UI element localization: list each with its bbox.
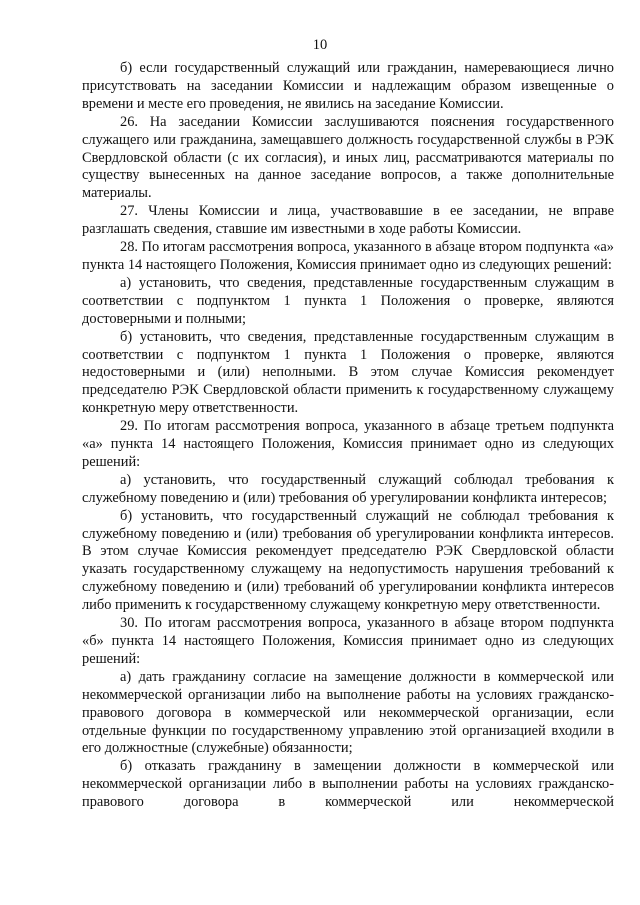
paragraph-clause-b-absence: б) если государственный служащий или гражданин, намеревающиеся лично присутствовать на заседании Комиссии и надлежащим образом извещенные о времени и месте его проведения, не явились на заседание Комиссии.	[82, 60, 614, 112]
page-number: 10	[312, 37, 328, 53]
paragraph-28-b: б) установить, что сведения, представленные государственным служащим в соответствии с подпунктом 1 пункта 1 Положения о проверке, являются недостоверными и (или) неполными. В этом случае Комиссия рекомендует председателю РЭК Свердловской области применить к государственному служащему конкретную меру ответственности.	[82, 328, 614, 417]
paragraph-28: 28. По итогам рассмотрения вопроса, указанного в абзаце втором подпункта «а» пункта 14 настоящего Положения, Комиссия принимает одно из следующих решений:	[82, 239, 614, 273]
paragraph-26: 26. На заседании Комиссии заслушиваются пояснения государственного служащего или гражданина, замещавшего должность государственной службы в РЭК Свердловской области (с их согласия), и иных лиц, рассматриваются материалы по существу вынесенных на данное заседание вопросов, а также дополнительные материалы.	[82, 113, 614, 202]
body-text	[82, 60, 614, 812]
paragraph-30: 30. По итогам рассмотрения вопроса, указанного в абзаце втором подпункта «б» пункта 14 настоящего Положения, Комиссия принимает одно из следующих решений:	[82, 615, 614, 667]
paragraph-30-b: б) отказать гражданину в замещении должности в коммерческой или некоммерческой организации либо в выполнении работы на условиях гражданско-правового договора в коммерческой или некоммерческой	[82, 758, 614, 811]
paragraph-29: 29. По итогам рассмотрения вопроса, указанного в абзаце третьем подпункта «а» пункта 14 настоящего Положения, Комиссия принимает одно из следующих решений:	[82, 418, 614, 470]
paragraph-29-a: а) установить, что государственный служащий соблюдал требования к служебному поведению и (или) требования об урегулировании конфликта интересов;	[82, 471, 614, 506]
paragraph-27: 27. Члены Комиссии и лица, участвовавшие в ее заседании, не вправе разглашать сведения, ставшие им известными в ходе работы Комиссии.	[82, 203, 614, 238]
paragraph-30-a: а) дать гражданину согласие на замещение должности в коммерческой или некоммерческой организации либо на выполнение работы на условиях гражданско-правового договора в коммерческой или некоммерческой организации, если отдельные функции по государственному управлению этой организацией входили в его должностные (служебные) обязанности;	[82, 668, 614, 757]
paragraph-29-b: б) установить, что государственный служащий не соблюдал требования к служебному поведению и (или) требования об урегулировании конфликта интересов. В этом случае Комиссия рекомендует председателю РЭК Свердловской области указать государственному служащему на недопустимость нарушения требований к служебному поведению и (или) требований об урегулировании конфликта интересов либо применить к государственному служащему конкретную меру ответственности.	[82, 507, 614, 614]
paragraph-28-a: а) установить, что сведения, представленные государственным служащим в соответствии с подпунктом 1 пункта 1 Положения о проверке, являются достоверными и полными;	[82, 274, 614, 327]
